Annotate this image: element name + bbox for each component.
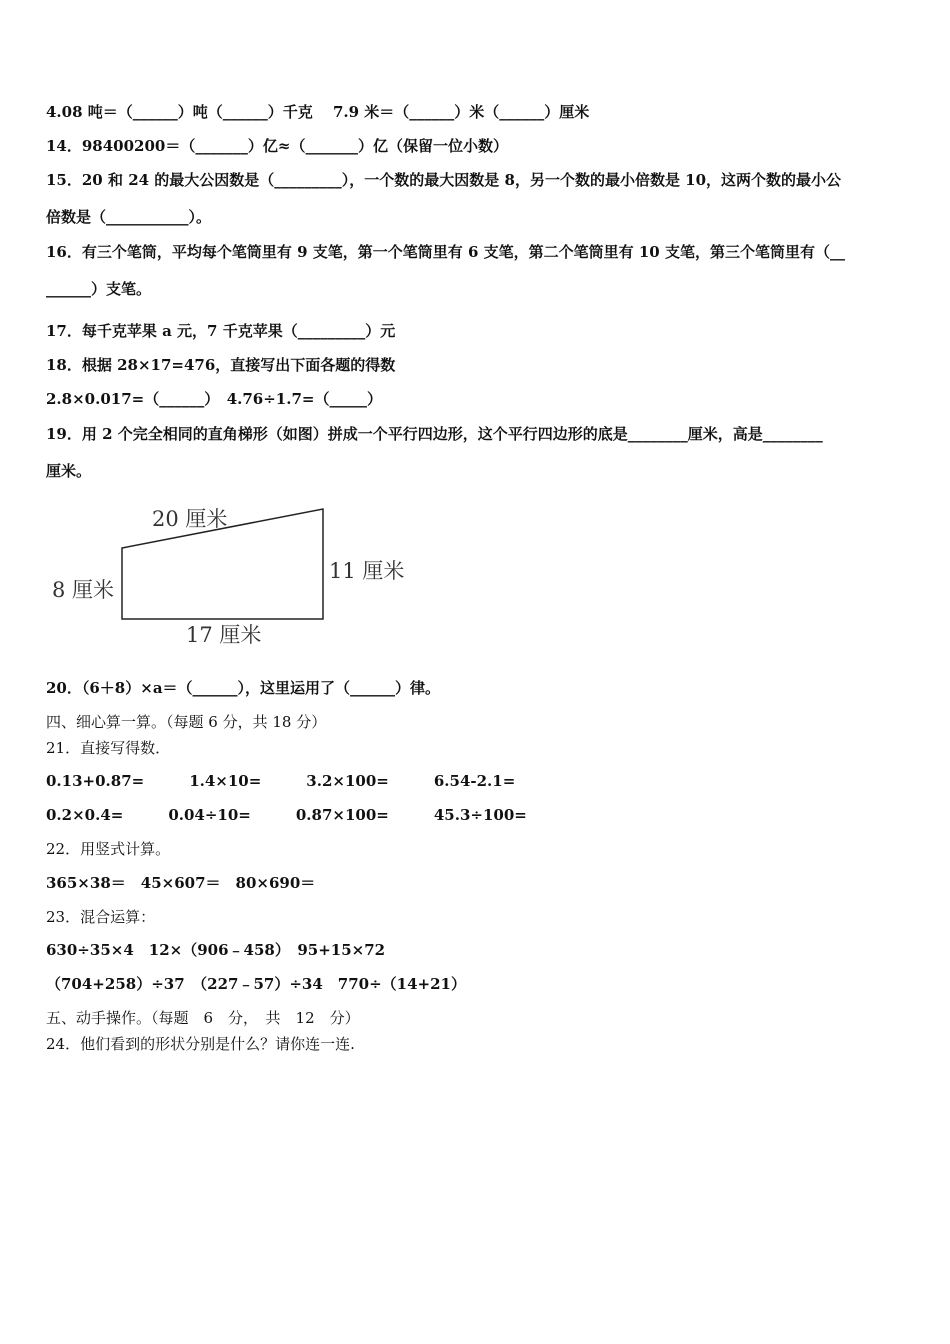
question-24: 24．他们看到的形状分别是什么？请你连一连.	[46, 1035, 355, 1053]
question-23-row1: 630÷35×4 12×（906﹣458） 95+15×72	[46, 941, 386, 959]
line-conversion: 4.08 吨＝（______）吨（______）千克 7.9 米＝（______）米（______）厘米	[46, 103, 590, 121]
question-16-cont: ______）支笔。	[46, 280, 152, 298]
question-18-items: 2.8×0.017=（______） 4.76÷1.7=（_____）	[46, 390, 382, 408]
question-15-cont: 倍数是（___________）。	[46, 208, 212, 226]
question-23: 23．混合运算：	[46, 908, 156, 926]
trapezoid-right-label: 11 厘米	[329, 559, 405, 583]
trapezoid-left-label: 8 厘米	[52, 578, 115, 602]
trapezoid-top-label: 20 厘米	[152, 507, 228, 531]
question-15: 15．20 和 24 的最大公因数是（_________），一个数的最大因数是 8，另一个数的最小倍数是 10，这两个数的最小公	[46, 171, 842, 189]
question-22: 22．用竖式计算。	[46, 840, 171, 858]
question-23-row2: （704+258）÷37 （227﹣57）÷34 770÷（14+21）	[46, 975, 466, 993]
question-21: 21．直接写得数．	[46, 739, 171, 757]
section-five-heading: 五、动手操作。（每题 6 分， 共 12 分）	[46, 1009, 360, 1027]
question-18: 18．根据 28×17=476，直接写出下面各题的得数	[46, 356, 396, 374]
question-19: 19．用 2 个完全相同的直角梯形（如图）拼成一个平行四边形，这个平行四边形的底是________厘米，高是________	[46, 425, 823, 443]
question-22-items: 365×38＝ 45×607＝ 80×690＝	[46, 874, 316, 892]
trapezoid-diagram	[40, 496, 420, 660]
question-14: 14．98400200＝（_______）亿≈（_______）亿（保留一位小数）	[46, 137, 508, 155]
question-21-row1: 0.13+0.87= 1.4×10= 3.2×100= 6.54-2.1=	[46, 772, 516, 790]
question-17: 17．每千克苹果 a 元，7 千克苹果（_________）元	[46, 322, 396, 340]
question-20: 20．（6＋8）×a＝（______），这里运用了（______）律。	[46, 679, 441, 697]
question-21-row2: 0.2×0.4= 0.04÷10= 0.87×100= 45.3÷100=	[46, 806, 527, 824]
section-four-heading: 四、细心算一算。（每题 6 分，共 18 分）	[46, 713, 327, 731]
question-19-cont: 厘米。	[46, 462, 92, 480]
trapezoid-bottom-label: 17 厘米	[186, 623, 262, 647]
question-16: 16．有三个笔筒，平均每个笔筒里有 9 支笔，第一个笔筒里有 6 支笔，第二个笔筒里有 10 支笔，第三个笔筒里有（__	[46, 243, 845, 261]
